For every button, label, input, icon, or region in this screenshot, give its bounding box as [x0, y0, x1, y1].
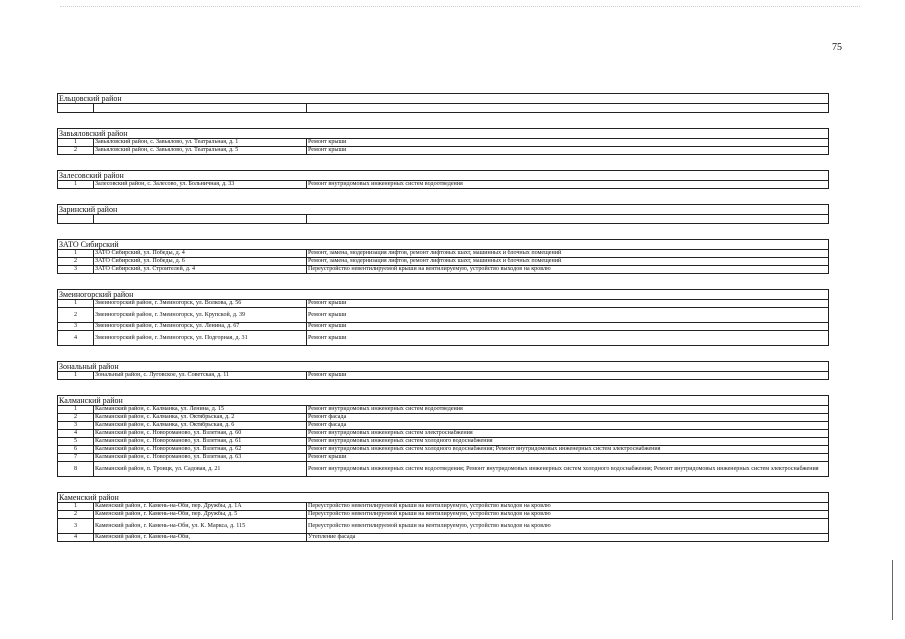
- row-number: [58, 215, 94, 224]
- row-address: ЗАТО Сибирский, ул. Победы, д. 4: [94, 250, 307, 258]
- row-address: Калманский район, с. Калманка, ул. Октябрьская, д. 2: [94, 414, 307, 422]
- row-number: 6: [58, 446, 94, 454]
- row-number: 3: [58, 519, 94, 534]
- row-number: 1: [58, 406, 94, 414]
- table-row: [58, 147, 829, 155]
- section-gap: [58, 113, 829, 129]
- row-address: Завьяловский район, с. Завьялово, ул. Театральная, д. 1: [94, 139, 307, 147]
- row-address: Калманский район, с. Новороманово, ул. Взлетная, д. 60: [94, 430, 307, 438]
- table-row: [58, 308, 829, 323]
- row-work-type: Ремонт крыши: [307, 308, 829, 323]
- row-number: 2: [58, 258, 94, 266]
- district-header: [58, 205, 829, 215]
- row-work-type: Утепление фасада: [307, 534, 829, 542]
- row-number: 4: [58, 331, 94, 346]
- row-work-type: [307, 104, 829, 113]
- table-row: [58, 250, 829, 258]
- repair-program-table: [57, 93, 829, 542]
- row-address: Змеиногорский район, г. Змеиногорск, ул. Подгорная, д. 31: [94, 331, 307, 346]
- table-row: [58, 462, 829, 477]
- row-number: 7: [58, 454, 94, 462]
- row-address: Каменский район, г. Камень-на-Оби, пер. Дружбы, д. 1А: [94, 503, 307, 511]
- row-number: 3: [58, 422, 94, 430]
- binding-mark: [892, 560, 893, 620]
- district-header: [58, 396, 829, 406]
- row-work-type: Ремонт внутридомовых инженерных систем водоотведения; Ремонт внутридомовых инженерных систем холодного водоснабжения; Ремонт внутридомовых инженерных систем электроснабжения: [307, 462, 829, 477]
- section-gap: [58, 155, 829, 171]
- row-number: 4: [58, 430, 94, 438]
- section-gap-cell: [58, 224, 829, 240]
- row-number: [58, 104, 94, 113]
- row-number: 2: [58, 308, 94, 323]
- section-gap-cell: [58, 346, 829, 362]
- row-number: 2: [58, 511, 94, 519]
- row-number: 4: [58, 534, 94, 542]
- district-header: [58, 362, 829, 372]
- district-name: Зональный район: [58, 362, 829, 372]
- table-row: [58, 266, 829, 274]
- district-header: [58, 171, 829, 181]
- table-row: [58, 511, 829, 519]
- table-row: [58, 422, 829, 430]
- district-header: [58, 290, 829, 300]
- row-address: Каменский район, г. Камень-на-Оби, ул. К. Маркса, д. 115: [94, 519, 307, 534]
- table-row: [58, 372, 829, 380]
- table-row: [58, 454, 829, 462]
- row-address: Каменский район, г. Камень-на-Оби,: [94, 534, 307, 542]
- row-work-type: Ремонт крыши: [307, 372, 829, 380]
- row-work-type: Ремонт крыши: [307, 331, 829, 346]
- district-name: Заринский район: [58, 205, 829, 215]
- row-work-type: Ремонт крыши: [307, 147, 829, 155]
- row-work-type: [307, 215, 829, 224]
- table-row: [58, 534, 829, 542]
- district-header: [58, 240, 829, 250]
- district-name: Змеиногорский район: [58, 290, 829, 300]
- section-gap: [58, 224, 829, 240]
- district-name: Каменский район: [58, 493, 829, 503]
- section-gap-cell: [58, 113, 829, 129]
- district-name: Залесовский район: [58, 171, 829, 181]
- table-row: [58, 258, 829, 266]
- table-row: [58, 503, 829, 511]
- section-gap: [58, 380, 829, 396]
- row-address: Калманский район, с. Новороманово, ул. Взлетная, д. 61: [94, 438, 307, 446]
- row-address: Завьяловский район, с. Завьялово, ул. Театральная, д. 5: [94, 147, 307, 155]
- district-header: [58, 129, 829, 139]
- scan-artifact-top: [60, 6, 860, 7]
- section-gap-cell: [58, 477, 829, 493]
- row-address: Залесовский район, с. Залесово, ул. Больничная, д. 33: [94, 181, 307, 189]
- table-row: [58, 406, 829, 414]
- table-row: [58, 215, 829, 224]
- section-gap: [58, 477, 829, 493]
- district-header: [58, 94, 829, 104]
- row-address: Змеиногорский район, г. Змеиногорск, ул. Крупской, д. 39: [94, 308, 307, 323]
- section-gap: [58, 189, 829, 205]
- row-number: 5: [58, 438, 94, 446]
- table-row: [58, 414, 829, 422]
- row-work-type: Ремонт крыши: [307, 139, 829, 147]
- row-work-type: Переустройство невентилируемой крыши на вентилируемую, устройство выходов на кровлю: [307, 266, 829, 274]
- row-address: Калманский район, с. Новороманово, ул. Взлетная, д. 63: [94, 454, 307, 462]
- row-work-type: Ремонт крыши: [307, 300, 829, 308]
- row-address: Калманский район, п. Троицк, ул. Садовая, д. 21: [94, 462, 307, 477]
- row-number: 1: [58, 372, 94, 380]
- row-address: ЗАТО Сибирский, ул. Строителей, д. 4: [94, 266, 307, 274]
- row-address: ЗАТО Сибирский, ул. Победы, д. 6: [94, 258, 307, 266]
- table-row: [58, 446, 829, 454]
- table-row: [58, 438, 829, 446]
- row-work-type: Ремонт внутридомовых инженерных систем холодного водоснабжения; Ремонт внутридомовых инженерных систем электроснабжения: [307, 446, 829, 454]
- row-number: 3: [58, 323, 94, 331]
- section-gap-cell: [58, 155, 829, 171]
- row-number: 1: [58, 250, 94, 258]
- page-number: 75: [832, 42, 842, 53]
- row-number: 2: [58, 414, 94, 422]
- district-name: Калманский район: [58, 396, 829, 406]
- district-name: Завьяловский район: [58, 129, 829, 139]
- row-work-type: Переустройство невентилируемой крыши на вентилируемую, устройство выходов на кровлю: [307, 503, 829, 511]
- row-work-type: Ремонт, замена, модернизация лифтов, ремонт лифтовых шахт, машинных и блочных помещений: [307, 258, 829, 266]
- row-work-type: Ремонт внутридомовых инженерных систем водоотведения: [307, 406, 829, 414]
- table-row: [58, 323, 829, 331]
- row-number: 8: [58, 462, 94, 477]
- district-name: ЗАТО Сибирский: [58, 240, 829, 250]
- row-work-type: Ремонт крыши: [307, 454, 829, 462]
- table-row: [58, 519, 829, 534]
- district-name: Ельцовский район: [58, 94, 829, 104]
- row-work-type: Ремонт фасада: [307, 422, 829, 430]
- row-address: Змеиногорский район, г. Змеиногорск, ул. Волкова, д. 56: [94, 300, 307, 308]
- table-body: [58, 94, 829, 542]
- row-work-type: Ремонт внутридомовых инженерных систем электроснабжения: [307, 430, 829, 438]
- table-row: [58, 104, 829, 113]
- row-work-type: Ремонт внутридомовых инженерных систем водоотведения: [307, 181, 829, 189]
- row-number: 1: [58, 139, 94, 147]
- table-row: [58, 331, 829, 346]
- section-gap-cell: [58, 189, 829, 205]
- table-row: [58, 181, 829, 189]
- row-work-type: Ремонт крыши: [307, 323, 829, 331]
- row-number: 1: [58, 503, 94, 511]
- row-address: Зональный район, с. Луговское, ул. Советская, д. 11: [94, 372, 307, 380]
- row-address: Калманский район, с. Новороманово, ул. Взлетная, д. 62: [94, 446, 307, 454]
- row-work-type: Переустройство невентилируемой крыши на вентилируемую, устройство выходов на кровлю: [307, 511, 829, 519]
- row-address: [94, 104, 307, 113]
- district-header: [58, 493, 829, 503]
- section-gap: [58, 346, 829, 362]
- row-work-type: Переустройство невентилируемой крыши на вентилируемую, устройство выходов на кровлю: [307, 519, 829, 534]
- row-work-type: Ремонт фасада: [307, 414, 829, 422]
- row-address: [94, 215, 307, 224]
- row-work-type: Ремонт внутридомовых инженерных систем холодного водоснабжения: [307, 438, 829, 446]
- row-number: 3: [58, 266, 94, 274]
- row-number: 2: [58, 147, 94, 155]
- table-row: [58, 300, 829, 308]
- row-address: Калманский район, с. Калманка, ул. Октябрьская, д. 6: [94, 422, 307, 430]
- row-number: 1: [58, 300, 94, 308]
- row-address: Каменский район, г. Камень-на-Оби, пер. Дружбы, д. 5: [94, 511, 307, 519]
- section-gap-cell: [58, 274, 829, 290]
- table-row: [58, 430, 829, 438]
- section-gap: [58, 274, 829, 290]
- row-work-type: Ремонт, замена, модернизация лифтов, ремонт лифтовых шахт, машинных и блочных помещений: [307, 250, 829, 258]
- row-address: Змеиногорский район, г. Змеиногорск, ул. Ленина, д. 67: [94, 323, 307, 331]
- row-address: Калманский район, с. Калманка, ул. Ленина, д. 15: [94, 406, 307, 414]
- section-gap-cell: [58, 380, 829, 396]
- table-row: [58, 139, 829, 147]
- row-number: 1: [58, 181, 94, 189]
